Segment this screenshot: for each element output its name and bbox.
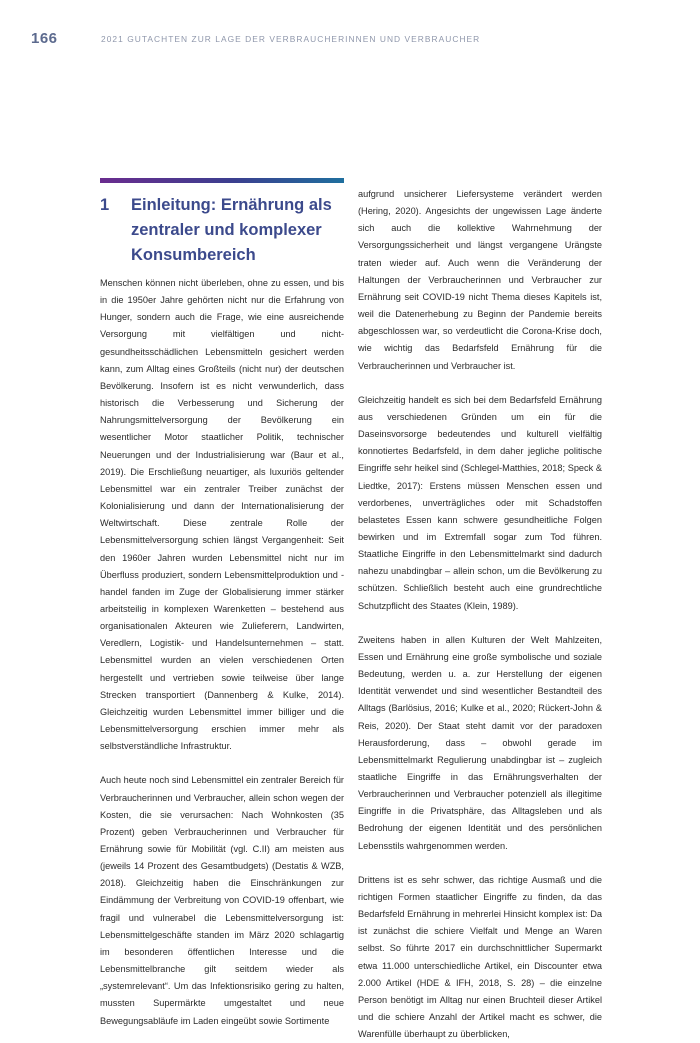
body-paragraph: Auch heute noch sind Lebensmittel ein zentraler Bereich für Verbraucherinnen und Verbraucher, allein schon wegen der Kosten, die sie verursachen: Nach Wohnkosten (35 Prozent) geben Verbraucherinnen und Verbraucher für Ernährung sowie für Mobilität (vgl. C.II) am meisten aus (jeweils 14 Prozent des Gesamtbudgets) (Destatis & WZB, 2018). Gleichzeitig haben die Einschränkungen zur Eindämmung der Verbreitung von COVID-19 offenbart, wie fragil und vulnerabel die Lebensmittelversorgung ist: Lebensmittelgeschäfte standen im März 2020 schlagartig im besonderen öffentlichen Interesse und die Lebensmittelbranche gilt seitdem wieder als „systemrelevant“. Um das Infektionsrisiko gering zu halten, mussten Supermärkte umgestaltet und neue Bewegungsabläufe im Laden eingeübt sowie Sortimente <box>100 775 344 1026</box>
right-column <box>358 186 602 1043</box>
body-paragraph: Gleichzeitig handelt es sich bei dem Bedarfsfeld Ernährung aus verschiedenen Gründen um ein für die Daseinsvorsorge bedeutendes und kulturell vielfältig konnotiertes Bedarfsfeld, in dem daher jegliche politische Eingriffe sehr heikel sind (Schlegel-Matthies, 2018; Speck & Liedtke, 2017): Erstens müssen Menschen essen und verdorbenes, unverträgliches oder mit Schadstoffen belastetes Essen kann schwere gesundheitliche Folgen bewirken und im Extremfall sogar zum Tod führen. Staatliche Eingriffe in den Lebensmittelmarkt sind dadurch nahezu unabdingbar – allein schon, um die Bevölkerung zu schützen. Schließlich besteht auch eine grundrechtliche Schutzpflicht des Staates (Klein, 1989). <box>358 394 602 611</box>
body-paragraph: Zweitens haben in allen Kulturen der Welt Mahlzeiten, Essen und Ernährung eine große symbolische und soziale Bedeutung, werden u. a. zur Herstellung der eigenen Identität verwendet und sind wesentlicher Bestandteil des Alltags (Barlösius, 2016; Kulke et al., 2020; Rückert-John & Reis, 2020). Der Staat steht damit vor der paradoxen Herausforderung, dass – obwohl gerade im Lebensmittelmarkt Regulierung unabdingbar ist – zugleich staatliche Eingriffe in das Ernährungsverhalten der Verbraucherinnen und Verbraucher potenziell als illegitime Eingriffe in die Privatsphäre, das Alltagsleben und als Bedrohung der eigenen Identität und des persönlichen Lebensstils wahrgenommen werden. <box>358 634 602 851</box>
page-number: 166 <box>31 30 58 47</box>
left-column <box>100 275 344 1030</box>
running-title: 2021 GUTACHTEN ZUR LAGE DER VERBRAUCHERINNEN UND VERBRAUCHER <box>101 34 481 44</box>
body-paragraph: aufgrund unsicherer Liefersysteme verändert werden (Hering, 2020). Angesichts der ungewissen Lage änderte sich auch die kollektive Wahrnehmung der Versorgungssicherheit und längst vergangene Urängste traten wieder auf. Auch wenn die Veränderung der Haltungen der Verbraucherinnen und Verbraucher zur Ernährung seit COVID-19 nicht Thema dieses Kapitels ist, weil die Datenerhebung zu Beginn der Pandemie bereits abgeschlossen war, so verdeutlicht die Corona-Krise doch, wie wichtig das Bedarfsfeld Ernährung für die Verbraucherinnen und Verbraucher ist. <box>358 189 602 371</box>
chapter-title: Einleitung: Ernährung als zentraler und komplexer Konsumbereich <box>131 196 332 264</box>
chapter-accent-bar <box>100 178 344 183</box>
body-paragraph: Menschen können nicht überleben, ohne zu essen, und bis in die 1950er Jahre gehörten nicht nur die Erfahrung von Hunger, sondern auch die Frage, wie eine ausreichende Versorgung mit vielfältigen und nicht-gesundheitsschädlichen Lebensmitteln gesichert werden kann, zum Alltag eines Großteils (nicht nur) der deutschen Bevölkerung. Insofern ist es nicht verwunderlich, dass historisch die Verbesserung und Sicherung der Nahrungsmittelversorgung der Bevölkerung ein wesentlicher Motor staatlicher Politik, technischer Neuerungen und der Industrialisierung war (Baur et al., 2019). Die Erschließung neuartiger, als luxuriös geltender Lebensmittel war ein zentraler Treiber zunächst der Kolonialisierung und dann der Internationalisierung der Weltwirtschaft. Diese zentrale Rolle der Lebensmittelversorgung schien längst Vergangenheit: Seit den 1960er Jahren wurden Lebensmittel nicht nur im Überfluss produziert, sondern Lebensmittelproduktion und -handel fanden im Zuge der Globalisierung immer stärker arbeitsteilig in komplexen Warenketten – bestehend aus organisationalen Akteuren wie Zulieferern, Landwirten, Veredlern, Logistik- und Handelsunternehmen – statt. Lebensmittel wurden an vielen verschiedenen Orten hergestellt und vertrieben sowie teilweise über lange Strecken transportiert (Dannenberg & Kulke, 2014). Gleichzeitig wurden Lebensmittel immer billiger und die Lebensmittelversorgung erschien immer mehr als selbstverständliche Infrastruktur. <box>100 278 344 752</box>
chapter-number: 1 <box>100 196 110 214</box>
body-paragraph: Drittens ist es sehr schwer, das richtige Ausmaß und die richtigen Formen staatlicher Eingriffe zu finden, da das Bedarfsfeld Ernährung in mehrerlei Hinsicht komplex ist: Da ist zunächst die schiere Vielfalt und Menge an Waren selbst. So führte 2017 ein durchschnittlicher Supermarkt etwa 11.000 unterschiedliche Artikel, ein Discounter etwa 2.000 Artikel (HDE & IFH, 2018, S. 28) – die einzelne Person benötigt im Alltag nur einen Bruchteil dieser Artikel und die schiere Anzahl der Artikel macht es schwer, die Warenfülle überhaupt zu überblicken, <box>358 874 602 1040</box>
